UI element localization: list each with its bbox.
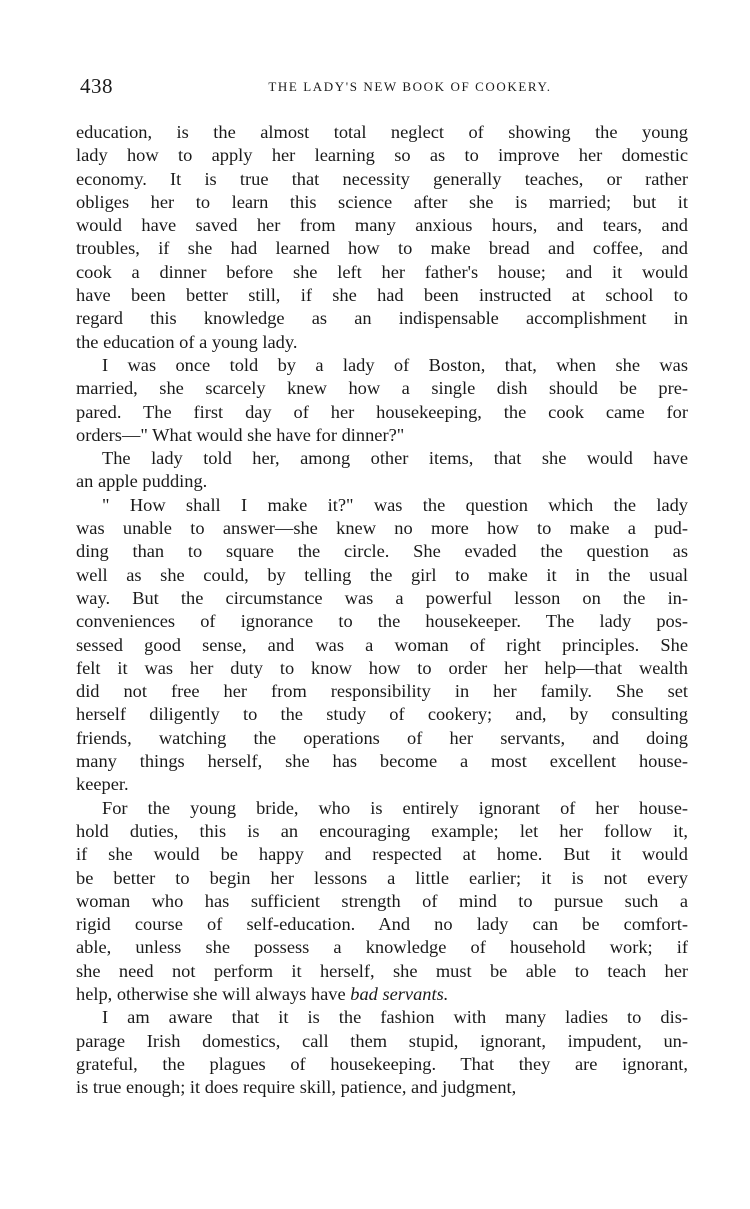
paragraph <box>76 354 688 447</box>
text-line: The lady told her, among other items, that she would have <box>102 448 688 469</box>
text-line: grateful, the plagues of housekeeping. That they are ignorant, <box>76 1053 688 1074</box>
text-line: if she would be happy and respected at home. But it would <box>76 844 688 865</box>
text-line: conveniences of ignorance to the housekeeper. The lady pos- <box>76 611 688 632</box>
text-line: economy. It is true that necessity generally teaches, or rather <box>76 168 688 189</box>
paragraph <box>76 447 688 494</box>
text-line: help, otherwise she will always have bad servants. <box>76 983 449 1004</box>
text-line: sessed good sense, and was a woman of right principles. She <box>76 634 688 655</box>
text-line: felt it was her duty to know how to order her help—that wealth <box>76 657 688 678</box>
text-line: education, is the almost total neglect of showing the young <box>76 122 688 142</box>
text-line: is true enough; it does require skill, patience, and judgment, <box>76 1077 517 1098</box>
text-line: able, unless she possess a knowledge of household work; if <box>76 937 688 958</box>
text-line: rigid course of self-education. And no lady can be comfort- <box>76 914 688 935</box>
text-line: pared. The first day of her housekeeping, the cook came for <box>76 401 688 422</box>
text-line: I was once told by a lady of Boston, that, when she was <box>102 354 688 375</box>
paragraph <box>76 494 688 797</box>
text-line: the education of a young lady. <box>76 331 298 352</box>
text-line: lady how to apply her learning so as to improve her domestic <box>76 145 688 166</box>
text-line: be better to begin her lessons a little earlier; it is not every <box>76 867 688 888</box>
text-line: married, she scarcely knew how a single dish should be pre- <box>76 378 688 399</box>
text-line: was unable to answer—she knew no more how to make a pud- <box>76 518 688 539</box>
text-line: well as she could, by telling the girl to make it in the usual <box>76 564 688 585</box>
paragraph <box>76 121 688 354</box>
text-line: For the young bride, who is entirely ignorant of her house- <box>102 797 688 818</box>
text-line: herself diligently to the study of cookery; and, by consulting <box>76 704 688 725</box>
text-line: keeper. <box>76 774 129 795</box>
text-line: would have saved her from many anxious hours, and tears, and <box>76 215 688 236</box>
text-line: many things herself, she has become a most excellent house- <box>76 751 688 772</box>
text-line: regard this knowledge as an indispensable accomplishment in <box>76 308 688 329</box>
text-line: " How shall I make it?" was the question which the lady <box>102 494 688 515</box>
body-text <box>76 121 688 1099</box>
text-line: woman who has sufficient strength of mind to pursue such a <box>76 890 688 911</box>
paragraph <box>76 1006 688 1099</box>
text-line: have been better still, if she had been instructed at school to <box>76 285 688 306</box>
italic-phrase: bad servants. <box>350 983 449 1004</box>
text-line: an apple pudding. <box>76 471 208 492</box>
text-line: she need not perform it herself, she must be able to teach her <box>76 960 688 981</box>
text-line: I am aware that it is the fashion with many ladies to dis- <box>102 1007 688 1028</box>
text-line: did not free her from responsibility in her family. She set <box>76 681 688 702</box>
text-line: hold duties, this is an encouraging example; let her follow it, <box>76 820 688 841</box>
text-line: troubles, if she had learned how to make bread and coffee, and <box>76 238 688 259</box>
running-head: THE LADY'S NEW BOOK OF COOKERY. <box>268 79 552 94</box>
text-line: friends, watching the operations of her servants, and doing <box>76 727 688 748</box>
page-header <box>80 74 688 102</box>
text-line: way. But the circumstance was a powerful lesson on the in- <box>76 587 688 608</box>
text-line: ding than to square the circle. She evaded the question as <box>76 541 688 562</box>
text-line: obliges her to learn this science after she is married; but it <box>76 191 688 212</box>
text-line: cook a dinner before she left her father's house; and it would <box>76 261 688 282</box>
page-number: 438 <box>80 74 113 98</box>
text-line: parage Irish domestics, call them stupid, ignorant, impudent, un- <box>76 1030 688 1051</box>
paragraph <box>76 797 688 1007</box>
text-line: orders—" What would she have for dinner?" <box>76 424 405 445</box>
